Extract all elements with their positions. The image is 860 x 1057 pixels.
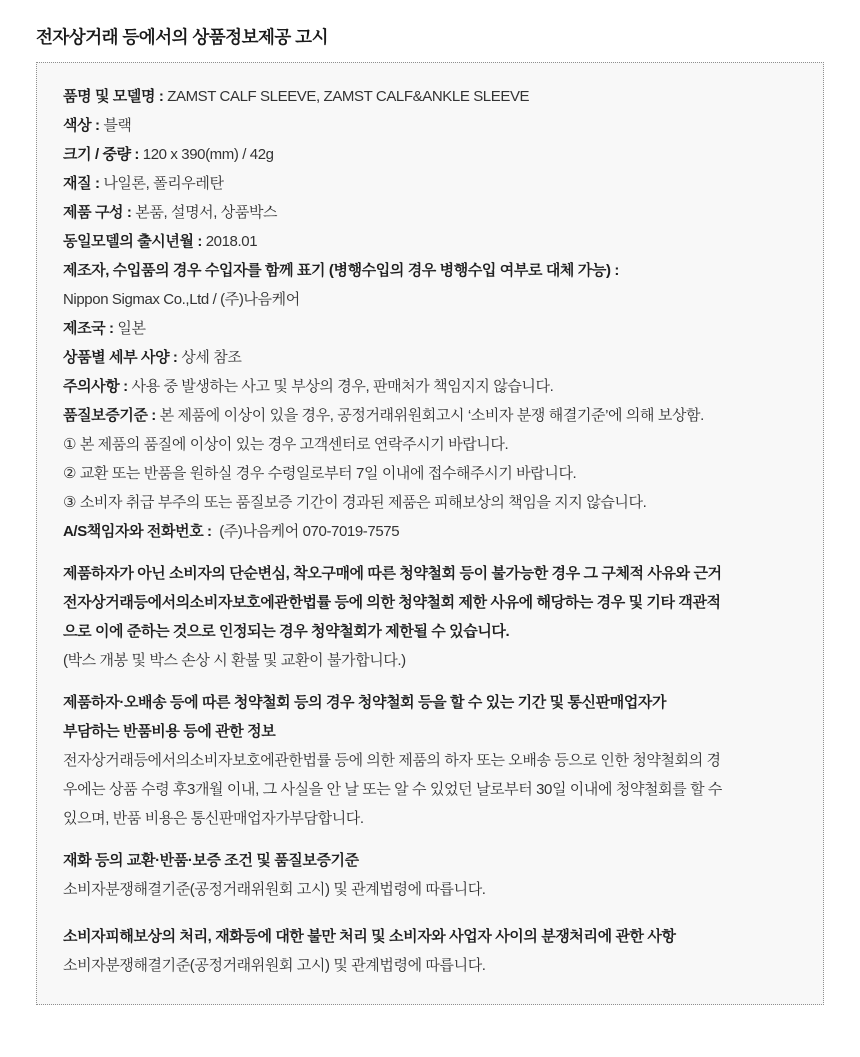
withdrawal-period-title-2: [63, 717, 799, 746]
notice-box: [36, 62, 824, 1005]
withdrawal-period-body-2: [63, 775, 799, 804]
line-label: 제조국 :: [63, 320, 118, 337]
line-value: (주)나음케어 070-7019-7575: [219, 523, 400, 540]
line-label: 동일모델의 출시년월 :: [63, 233, 206, 250]
line-text: 소비자분쟁해결기준(공정거래위원회 고시) 및 관계법령에 따릅니다.: [63, 957, 486, 974]
line-bold-text: 제품하자가 아닌 소비자의 단순변심, 착오구매에 따른 청약철회 등이 불가능한 경우 그 구체적 사유와 근거: [63, 565, 722, 582]
detailed-specs: [63, 343, 799, 372]
line-bold-text: 전자상거래등에서의소비자보호에관한법률 등에 의한 청약철회 제한 사유에 해당하는 경우 및 기타 객관적: [63, 594, 721, 611]
as-contact: [63, 517, 799, 546]
line-text: ③ 소비자 취급 부주의 또는 품질보증 기간이 경과된 제품은 피해보상의 책임을 지지 않습니다.: [63, 494, 647, 511]
exchange-return-body: [63, 875, 799, 904]
line-value: 120 x 390(mm) / 42g: [142, 146, 274, 163]
exchange-return-title: [63, 846, 799, 875]
line-value: 상세 참조: [181, 349, 242, 366]
line-label: 상품별 세부 사양 :: [63, 349, 182, 366]
country-of-origin: [63, 314, 799, 343]
line-bold-text: 제조자, 수입품의 경우 수입자를 함께 표기 (병행수입의 경우 병행수입 여부로 대체 가능) :: [63, 262, 619, 279]
caution: [63, 372, 799, 401]
warranty-item-1: [63, 430, 799, 459]
line-value: 나일론, 폴리우레탄: [103, 175, 224, 192]
withdrawal-restriction-note: [63, 646, 799, 675]
dispute-resolution-title: [63, 922, 799, 951]
withdrawal-period-title-1: [63, 688, 799, 717]
line-value: 사용 중 발생하는 사고 및 부상의 경우, 판매처가 책임지지 않습니다.: [131, 378, 554, 395]
line-label: 재질 :: [63, 175, 104, 192]
line-label: 제품 구성 :: [63, 204, 136, 221]
line-bold-text: 으로 이에 준하는 것으로 인정되는 경우 청약철회가 제한될 수 있습니다.: [63, 623, 510, 640]
withdrawal-restriction-body-1: [63, 588, 799, 617]
material: [63, 169, 799, 198]
line-value: 일본: [117, 320, 146, 337]
line-value: 본품, 설명서, 상품박스: [135, 204, 278, 221]
warranty-item-2: [63, 459, 799, 488]
color: [63, 111, 799, 140]
quality-warranty: [63, 401, 799, 430]
line-label: 품명 및 모델명 :: [63, 88, 168, 105]
line-text: Nippon Sigmax Co.,Ltd / (주)나음케어: [63, 291, 300, 308]
line-text: 있으며, 반품 비용은 통신판매업자가부담합니다.: [63, 810, 364, 827]
line-text: (박스 개봉 및 박스 손상 시 환불 및 교환이 불가합니다.): [63, 652, 406, 669]
section-spacer: [63, 675, 799, 688]
section-spacer: [63, 833, 799, 846]
withdrawal-restriction-title: [63, 559, 799, 588]
line-label: A/S책임자와 전화번호 :: [63, 523, 220, 540]
dispute-resolution-body: [63, 951, 799, 980]
composition: [63, 198, 799, 227]
line-text: ① 본 제품의 품질에 이상이 있는 경우 고객센터로 연락주시기 바랍니다.: [63, 436, 509, 453]
page-title: 전자상거래 등에서의 상품정보제공 고시: [36, 27, 328, 47]
warranty-item-3: [63, 488, 799, 517]
line-bold-text: 소비자피해보상의 처리, 재화등에 대한 불만 처리 및 소비자와 사업자 사이의 분쟁처리에 관한 사항: [63, 928, 676, 945]
line-bold-text: 부담하는 반품비용 등에 관한 정보: [63, 723, 276, 740]
line-value: 2018.01: [205, 233, 258, 250]
line-label: 주의사항 :: [63, 378, 132, 395]
line-text: ② 교환 또는 반품을 원하실 경우 수령일로부터 7일 이내에 접수해주시기 바랍니다.: [63, 465, 577, 482]
section-spacer: [63, 546, 799, 559]
line-label: 크기 / 중량 :: [63, 146, 143, 163]
product-name-model: [63, 82, 799, 111]
line-text: 소비자분쟁해결기준(공정거래위원회 고시) 및 관계법령에 따릅니다.: [63, 881, 486, 898]
manufacturer-importer-label: [63, 256, 799, 285]
line-bold-text: 재화 등의 교환·반품·보증 조건 및 품질보증기준: [63, 852, 359, 869]
manufacturer-importer-value: [63, 285, 799, 314]
line-text: 전자상거래등에서의소비자보호에관한법률 등에 의한 제품의 하자 또는 오배송 등으로 인한 청약철회의 경: [63, 752, 721, 769]
line-value: 블랙: [103, 117, 132, 134]
line-text: 우에는 상품 수령 후3개월 이내, 그 사실을 안 날 또는 알 수 있었던 날로부터 30일 이내에 청약철회를 할 수: [63, 781, 723, 798]
line-label: 품질보증기준 :: [63, 407, 160, 424]
line-label: 색상 :: [63, 117, 104, 134]
withdrawal-period-body-1: [63, 746, 799, 775]
line-value: ZAMST CALF SLEEVE, ZAMST CALF&ANKLE SLEEVE: [167, 88, 530, 105]
release-date: [63, 227, 799, 256]
withdrawal-restriction-body-2: [63, 617, 799, 646]
withdrawal-period-body-3: [63, 804, 799, 833]
line-bold-text: 제품하자·오배송 등에 따른 청약철회 등의 경우 청약철회 등을 할 수 있는 기간 및 통신판매업자가: [63, 694, 667, 711]
section-spacer: [63, 904, 799, 922]
line-value: 본 제품에 이상이 있을 경우, 공정거래위원회고시 ‘소비자 분쟁 해결기준’에 의해 보상함.: [159, 407, 704, 424]
size-weight: [63, 140, 799, 169]
